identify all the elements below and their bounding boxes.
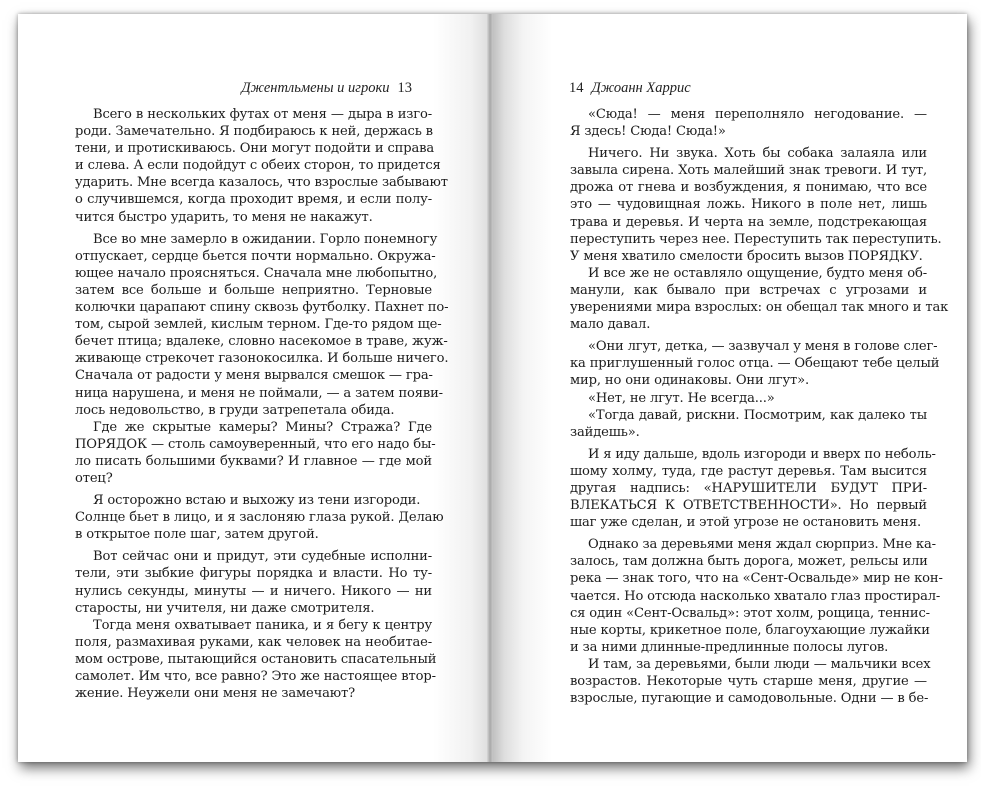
text-line: Сначала от радости у меня вырвался смешок — гра- <box>75 368 433 384</box>
text-line: мало давал. <box>570 317 651 333</box>
text-line: ПОРЯДОК — столь самоуверенный, что его надо бы- <box>75 436 436 452</box>
text-line: мир, но они одинаковы. Они лгут». <box>570 373 809 389</box>
text-line: Солнце бьет в лицо, и я заслоняю глаза рукой. Делаю <box>75 510 444 526</box>
text-line: манули, как бывало при встречах с угрозами и <box>570 282 927 298</box>
left-running-head <box>241 80 412 97</box>
text-line: лось недовольство, в груди затрепетала обида. <box>75 402 395 418</box>
left-body-text <box>75 106 449 702</box>
text-line: тели, эти зыбкие фигуры порядка и власти. Но ту- <box>75 566 432 582</box>
text-line: трава и деревья. И черта на земле, подстрекающая <box>570 214 927 230</box>
text-line: зайдешь». <box>570 424 640 440</box>
text-line: шаг уже сделан, и этой угрозе не остановить меня. <box>570 515 921 531</box>
text-line: шому холму, туда, где растут деревья. Там высится <box>570 463 927 479</box>
left-running-title: Джентльмены и игроки <box>241 80 390 96</box>
text-line: дрожа от гнева и возбуждения, я понимаю, что все <box>570 180 927 196</box>
open-book <box>18 14 967 762</box>
text-line: том, сырой землей, кислым терном. Где-то рядом ще- <box>75 317 442 333</box>
right-running-title: Джоанн Харрис <box>591 80 691 96</box>
text-line: в открытое поле шаг, затем другой. <box>75 527 319 543</box>
text-line: самолет. Им что, все равно? Это же настоящее втор- <box>75 669 436 684</box>
text-line: Я здесь! Сюда! Сюда!» <box>570 124 726 140</box>
right-body-text <box>570 106 949 707</box>
text-line: И я иду дальше, вдоль изгороди и вверх по неболь- <box>588 446 936 462</box>
text-line: отпускает, сердце бьется почти нормально. Окружа- <box>75 248 436 264</box>
text-line: это — чудовищная ложь. Никого в поле нет, лишь <box>570 197 927 213</box>
text-line: ся один «Сент-Освальд»: этот холм, рощица, теннис- <box>570 605 930 621</box>
text-line: «Тогда давай, рискни. Посмотрим, как далеко ты <box>588 407 927 423</box>
text-line: отец? <box>75 470 113 486</box>
text-line: и за ними длинные-предлинные полосы лугов. <box>570 639 889 655</box>
right-running-head <box>569 80 691 97</box>
text-line: Где же скрытые камеры? Мины? Стража? Где <box>93 419 432 435</box>
text-line: Тогда меня охватывает паника, и я бегу к центру <box>93 617 432 633</box>
text-line: и слева. А если подойдут с обеих сторон, то придется <box>75 158 441 174</box>
text-line: «Сюда! — меня переполняло негодование. — <box>588 107 927 122</box>
text-line: старосты, ни учителя, ни даже смотрителя. <box>75 600 375 616</box>
right-page-number: 14 <box>569 80 584 96</box>
text-line: И там, за деревьями, были люди — мальчики всех <box>588 656 931 672</box>
text-line: залось, там должна быть дорога, может, рельсы или <box>570 554 928 570</box>
text-line: завыла сирена. Хоть малейший знак тревоги. И тут, <box>570 163 927 179</box>
text-line: Все во мне замерло в ожидании. Горло понемногу <box>93 231 438 247</box>
left-page-number: 13 <box>397 80 412 96</box>
text-line: река — знак того, что на «Сент-Освальде» мир не кон- <box>570 571 943 587</box>
text-line: ударить. Мне всегда казалось, что взрослые забывают <box>75 175 448 191</box>
text-line: колючки царапают спину сквозь футболку. Пахнет по- <box>75 300 449 316</box>
text-line: другая надпись: «НАРУШИТЕЛИ БУДУТ ПРИ- <box>570 480 927 496</box>
text-line: жение. Неужели они меня не замечают? <box>75 686 356 702</box>
text-line: чается. Но отсюда насколько хватало глаз простирал- <box>570 588 941 604</box>
text-line: Ничего. Ни звука. Хоть бы собака залаяла или <box>588 146 927 162</box>
book-gutter <box>487 14 493 762</box>
text-line: чится быстро ударить, то меня не накажут. <box>75 209 373 225</box>
text-line: переступить через нее. Переступить так переступить. <box>570 231 942 247</box>
text-line: Вот сейчас они и придут, эти судебные исполни- <box>93 549 432 565</box>
text-line: ющее начало проясняться. Сначала мне любопытно, <box>75 265 438 281</box>
text-line: У меня хватило смелости бросить вызов ПОРЯДКУ. <box>570 248 923 264</box>
text-line: возрастов. Некоторые чуть старше меня, другие — <box>570 674 927 689</box>
text-line: Я осторожно встаю и выхожу из тени изгороди. <box>93 493 421 509</box>
text-line: взрослые, пугающие и самодовольные. Одни — в бе- <box>570 691 929 707</box>
text-line: «Они лгут, детка, — зазвучал у меня в голове слег- <box>588 339 938 355</box>
text-line: «Нет, не лгут. Не всегда...» <box>588 390 775 406</box>
text-line: о случившемся, когда проходит время, и если полу- <box>75 192 432 208</box>
text-line: бечет птица; вдалеке, словно насекомое в траве, жуж- <box>75 334 448 350</box>
text-line: ные корты, крикетное поле, благоухающие лужайки <box>570 622 930 638</box>
text-line: тени, и протискиваюсь. Они могут подойти и справа <box>75 141 435 157</box>
text-line: Однако за деревьями меня ждал сюрприз. Мне ка- <box>588 537 936 553</box>
text-line: ница нарушена, и меня не поймали, — а затем появи- <box>75 385 443 401</box>
right-page <box>490 14 967 762</box>
text-line: живающе стрекочет газонокосилка. И больше ничего. <box>75 351 449 367</box>
text-line: ло писать большими буквами? И главное — где мой <box>75 453 432 469</box>
text-line: поля, размахивая руками, как человек на необитае- <box>75 634 432 650</box>
text-line: нулись секунды, минуты — и ничего. Никого — ни <box>75 583 432 599</box>
text-line: ВЛЕКАТЬСЯ К ОТВЕТСТВЕННОСТИ». Но первый <box>570 498 927 514</box>
text-line: ка приглушенный голос отца. — Обещают тебе целый <box>570 356 940 372</box>
text-line: уверениями мира взрослых: он обещал так много и так <box>570 300 949 316</box>
left-page <box>18 14 490 762</box>
text-line: Всего в нескольких футах от меня — дыра в изго- <box>93 107 432 122</box>
text-line: роди. Замечательно. Я подбираюсь к ней, держась в <box>75 124 433 140</box>
text-line: И все же не оставляло ощущение, будто меня об- <box>588 265 927 281</box>
text-line: мом острове, пытающийся остановить спасательный <box>75 651 437 667</box>
text-line: затем все больше и больше неприятно. Терновые <box>75 282 432 298</box>
